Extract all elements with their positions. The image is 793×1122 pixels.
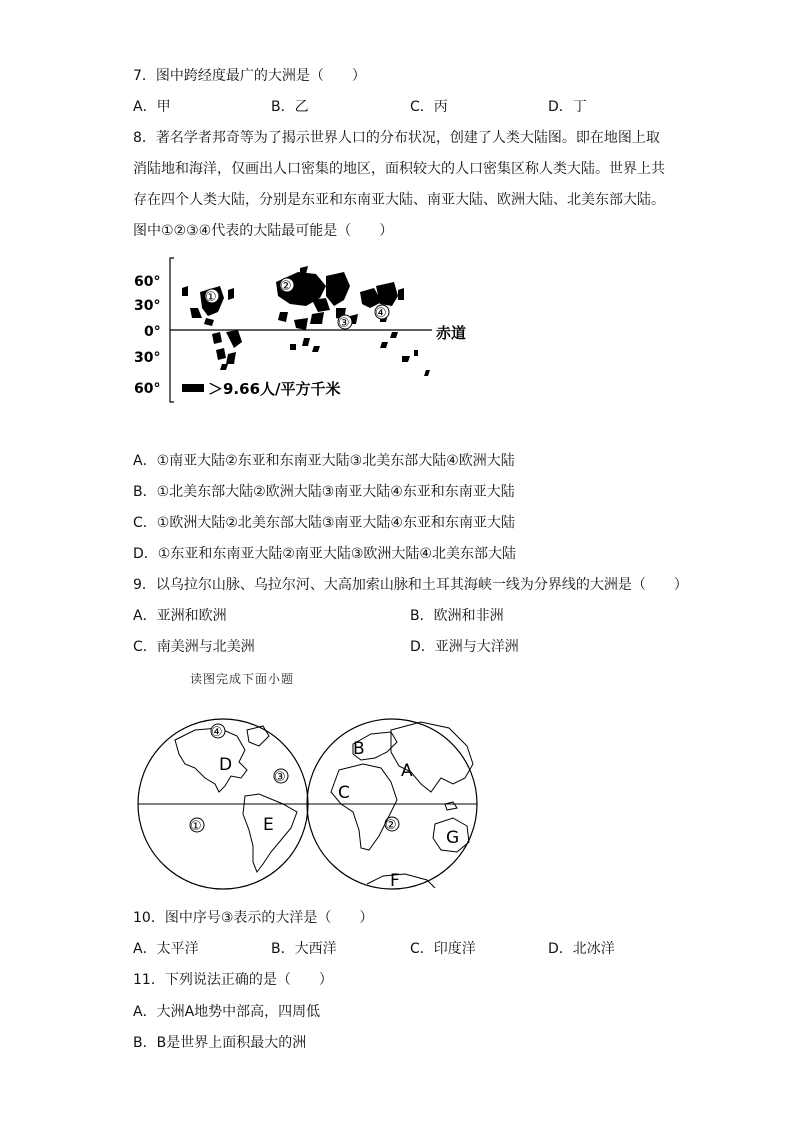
q9-option-d: D．亚洲与大洋洲 [410, 639, 519, 655]
q10-option-d: D．北冰洋 [548, 941, 615, 957]
svg-text:③: ③ [338, 316, 350, 331]
lat-label-30s: 30° [134, 350, 161, 366]
asia-outline [391, 722, 473, 792]
q8-stem-line-4: 图中①②③④代表的大陆最可能是（ ） [133, 223, 394, 239]
region-south-america [212, 330, 242, 370]
q9-option-c: C．南美洲与北美洲 [133, 639, 255, 655]
africa-outline [331, 764, 397, 850]
svg-text:①: ① [190, 819, 202, 834]
q7-option-b: B．乙 [271, 99, 309, 115]
svg-text:②: ② [280, 279, 292, 294]
q8-option-d: D．①东亚和东南亚大陆②南亚大陆③欧洲大陆④北美东部大陆 [133, 546, 516, 562]
q7-option-a: A．甲 [133, 99, 171, 115]
label-d: D [219, 755, 233, 775]
antarctica-outline [367, 874, 435, 888]
svg-text:②: ② [385, 818, 397, 833]
legend-swatch [182, 384, 204, 392]
label-circle-4 [211, 724, 225, 740]
label-circle-1 [190, 818, 204, 834]
q8-stem-line-1: 8．著名学者邦奇等为了揭示世界人口的分布状况，创建了人类大陆图。即在地图上取 [133, 130, 660, 146]
legend-text: ＞9.66人/平方千米 [208, 380, 341, 398]
svg-text:④: ④ [211, 725, 223, 740]
q8-option-c: C．①欧洲大陆②北美东部大陆③南亚大陆④东亚和东南亚大陆 [133, 515, 515, 531]
label-a: A [401, 761, 413, 781]
q11-option-b: B．B是世界上面积最大的洲 [133, 1035, 307, 1051]
q10-option-c: C．印度洋 [410, 941, 476, 957]
hemisphere-map [135, 712, 480, 898]
svg-text:①: ① [205, 290, 217, 305]
map-caption: 读图完成下面小题 [190, 672, 295, 686]
q9-option-a: A．亚洲和欧洲 [133, 608, 227, 624]
q7-stem: 7．图中跨经度最广的大洲是（ ） [133, 68, 366, 84]
q9-stem: 9．以乌拉尔山脉、乌拉尔河、大高加索山脉和土耳其海峡一线为分界线的大洲是（ ） [133, 577, 688, 593]
q10-stem: 10．图中序号③表示的大洋是（ ） [133, 910, 374, 926]
q8-stem-line-3: 存在四个人类大陆，分别是东亚和东南亚大陆、南亚大陆、欧洲大陆、北美东部大陆。 [133, 192, 665, 208]
lat-label-30n: 30° [134, 298, 161, 314]
label-circle-3 [274, 769, 288, 785]
lat-label-60n: 60° [134, 274, 161, 290]
label-c: C [338, 783, 350, 803]
label-g: G [446, 828, 460, 848]
q7-option-c: C．丙 [410, 99, 448, 115]
q7-option-d: D．丁 [548, 99, 587, 115]
q10-option-a: A．太平洋 [133, 941, 199, 957]
q8-option-a: A．①南亚大陆②东亚和东南亚大陆③北美东部大陆④欧洲大陆 [133, 453, 515, 469]
q8-stem-line-2: 消陆地和海洋，仅画出人口密集的地区，面积较大的人口密集区称人类大陆。世界上共 [133, 161, 665, 177]
lat-label-60s: 60° [134, 381, 161, 397]
q8-option-b: B．①北美东部大陆②欧洲大陆③南亚大陆④东亚和东南亚大陆 [133, 484, 515, 500]
population-density-map [130, 252, 490, 412]
q9-option-b: B．欧洲和非洲 [410, 608, 504, 624]
q11-option-a: A．大洲A地势中部高，四周低 [133, 1004, 321, 1020]
q11-stem: 11．下列说法正确的是（ ） [133, 972, 333, 988]
lat-label-0: 0° [144, 324, 161, 340]
svg-text:④: ④ [375, 306, 387, 321]
label-f: F [390, 871, 400, 891]
region-marker-3 [338, 315, 352, 331]
q10-option-b: B．大西洋 [271, 941, 337, 957]
equator-label: 赤道 [436, 324, 467, 342]
svg-text:③: ③ [274, 770, 286, 785]
label-circle-2 [385, 817, 399, 833]
label-b: B [353, 739, 365, 759]
label-e: E [263, 815, 274, 835]
region-marker-4 [375, 305, 389, 321]
